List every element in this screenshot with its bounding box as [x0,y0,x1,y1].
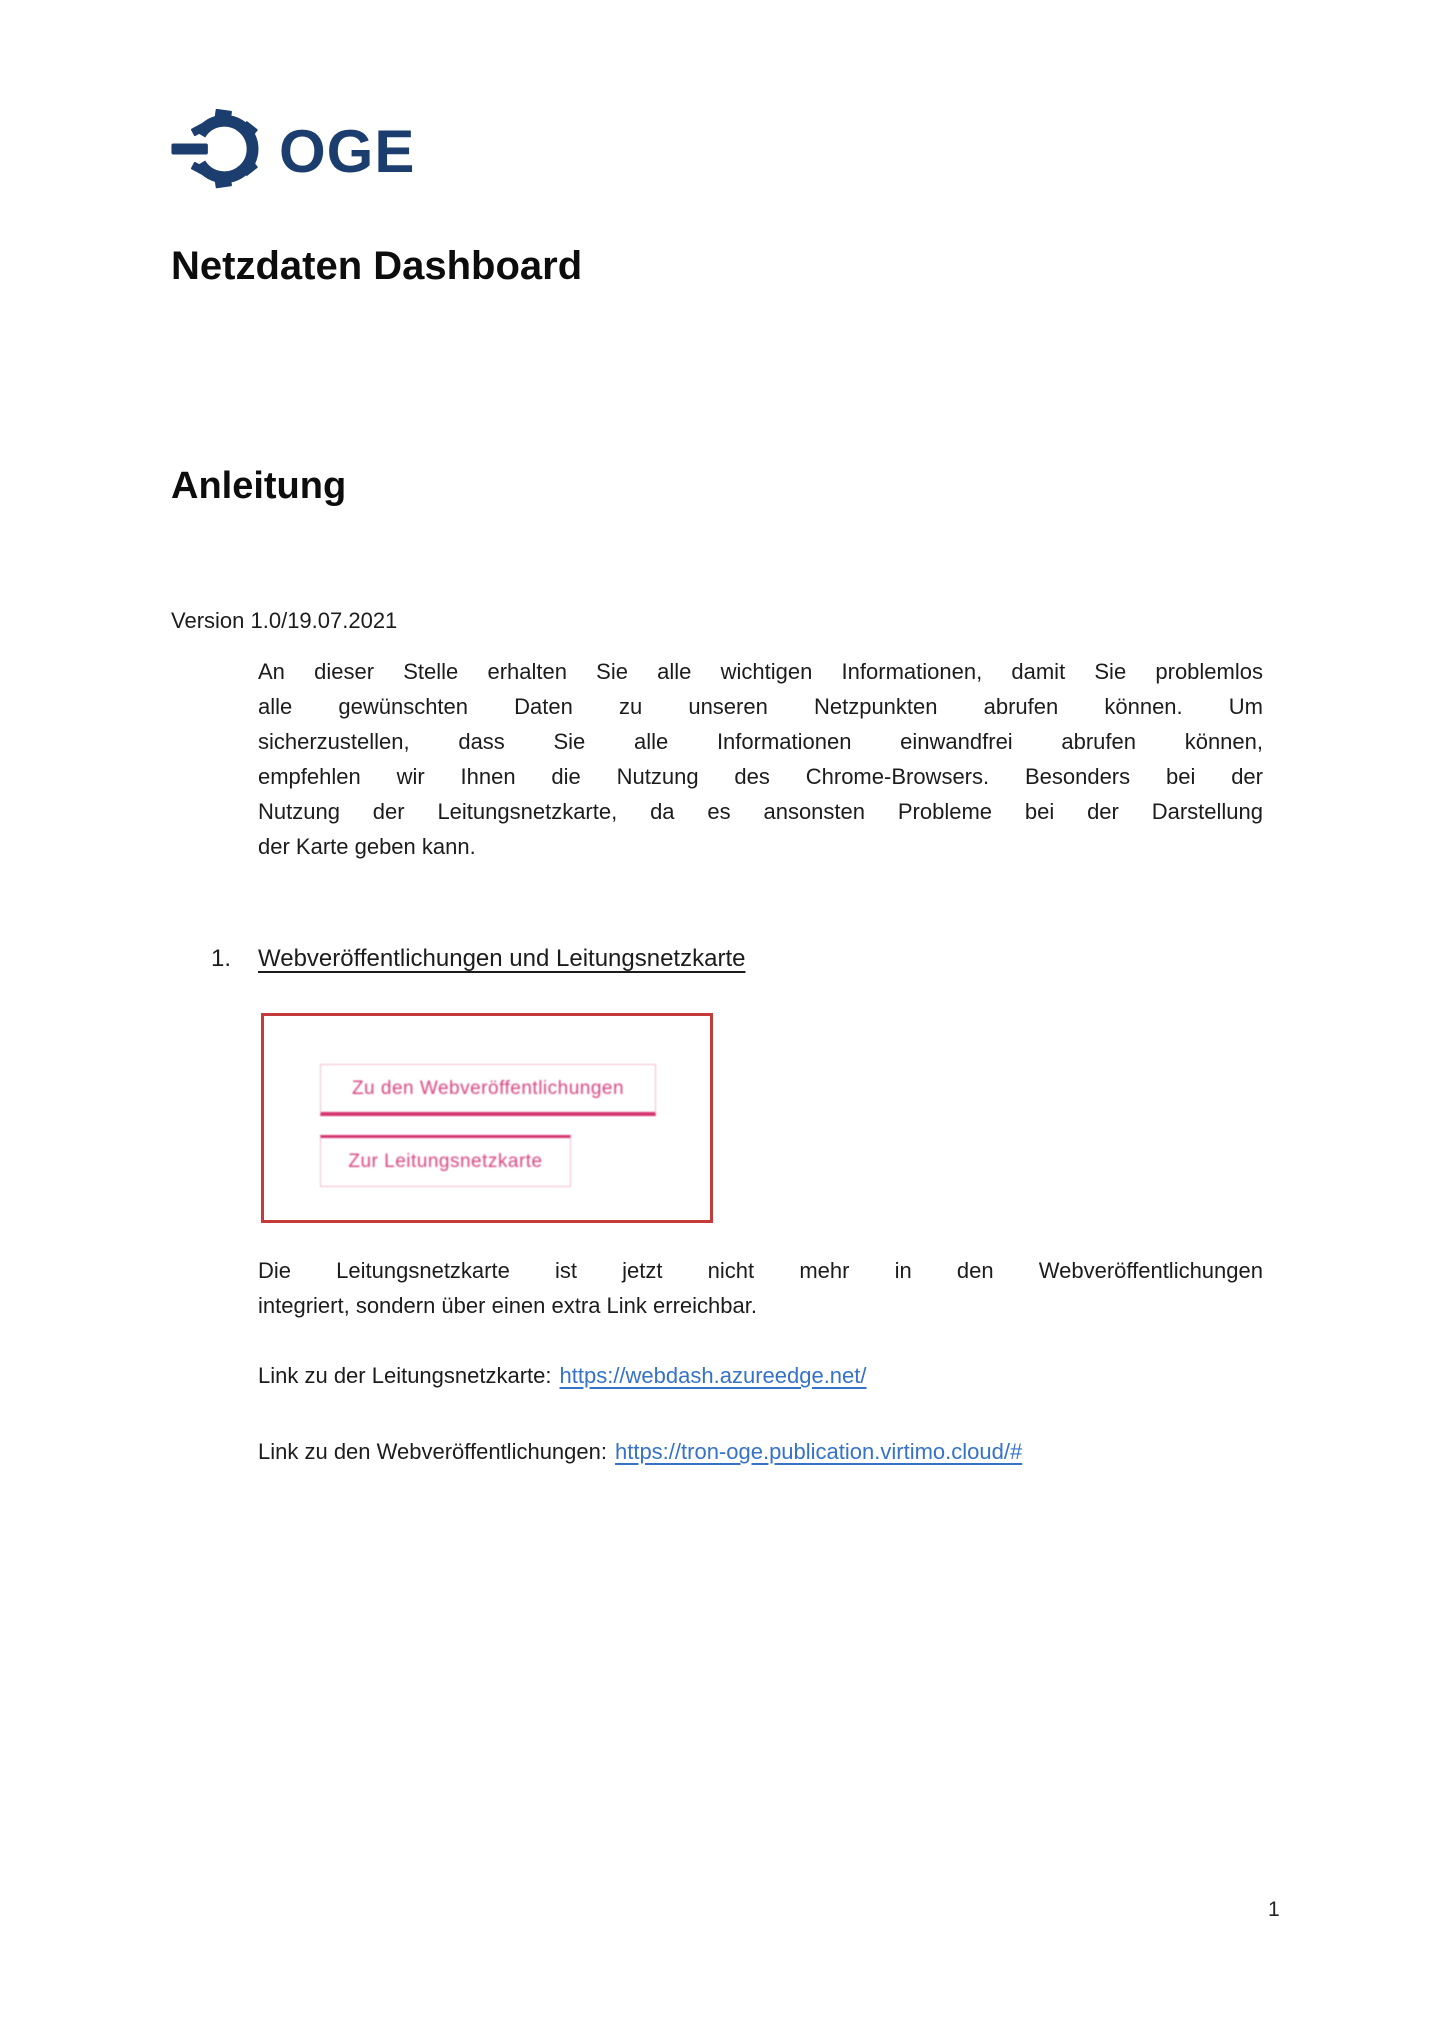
webveroeffentlichungen-link-line [258,1434,1022,1469]
section1-heading: Webveröffentlichungen und Leitungsnetzkarte [258,945,746,972]
paragraph-line: An dieser Stelle erhalten Sie alle wichtigen Informationen, damit Sie problemlos [258,659,1263,684]
oge-logo [171,108,415,195]
oge-pipeline-icon [171,108,263,195]
page-number: 1 [1268,1898,1280,1921]
version-line: Version 1.0/19.07.2021 [171,608,398,633]
leitungsnetzkarte-button-image: Zur Leitungsnetzkarte [320,1135,571,1187]
intro-paragraph [258,654,1263,864]
leitungsnetzkarte-link[interactable]: https://webdash.azureedge.net/ [559,1363,867,1388]
webveroeffentlichungen-link[interactable]: https://tron-oge.publication.virtimo.cloud/# [614,1439,1023,1464]
paragraph-line: sicherzustellen, dass Sie alle Informationen einwandfrei abrufen können, [258,729,1263,754]
list-number: 1. [211,945,232,972]
screenshot-annotation-frame [261,1013,713,1223]
section-title-anleitung: Anleitung [171,465,347,507]
paragraph-line: Die Leitungsnetzkarte ist jetzt nicht mehr in den Webveröffentlichungen [258,1258,1263,1283]
map-info-paragraph [258,1253,1263,1323]
paragraph-line: Nutzung der Leitungsnetzkarte, da es ansonsten Probleme bei der Darstellung [258,799,1263,824]
leitungsnetzkarte-link-line [258,1358,867,1393]
link-label: Link zu den Webveröffentlichungen: [258,1439,607,1464]
paragraph-line: alle gewünschten Daten zu unseren Netzpunkten abrufen können. Um [258,694,1263,719]
paragraph-line: empfehlen wir Ihnen die Nutzung des Chrome-Browsers. Besonders bei der [258,764,1263,789]
paragraph-line: integriert, sondern über einen extra Link erreichbar. [258,1293,757,1318]
webveroeffentlichungen-button-image: Zu den Webveröffentlichungen [320,1064,656,1116]
paragraph-line: der Karte geben kann. [258,834,476,859]
oge-wordmark: OGE [279,117,416,185]
document-title: Netzdaten Dashboard [171,244,583,288]
link-label: Link zu der Leitungsnetzkarte: [258,1363,552,1388]
